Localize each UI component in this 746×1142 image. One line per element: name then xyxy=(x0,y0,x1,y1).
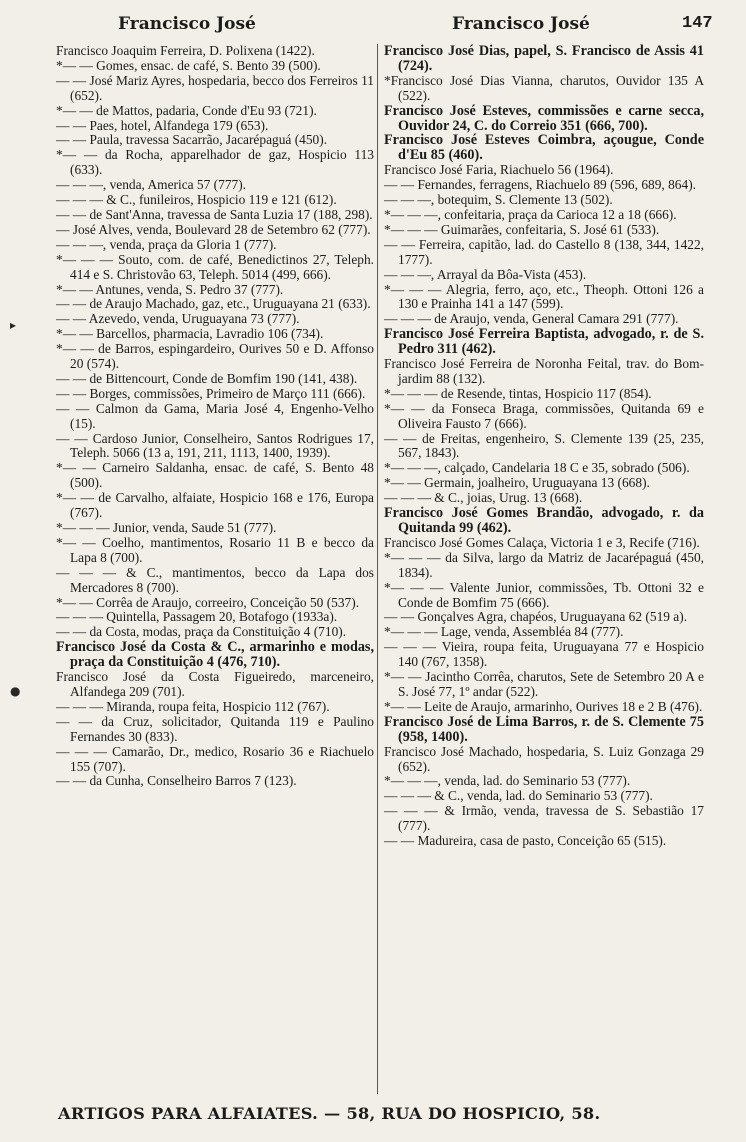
directory-entry: — — da Cunha, Conselheiro Barros 7 (123). xyxy=(56,773,297,789)
header-right-keyword: Francisco José xyxy=(452,14,590,34)
directory-entry: — — — & Irmão, venda, travessa de S. Sebastião 17 (777). xyxy=(384,803,704,834)
directory-entry: *— — — Valente Junior, commissões, Tb. Ottoni 32 e Conde de Bomfim 75 (666). xyxy=(384,579,704,610)
directory-entry: — — Madureira, casa de pasto, Conceição 65 (515). xyxy=(384,833,667,849)
directory-entry: — — Calmon da Gama, Maria José 4, Engenho-Velho (15). xyxy=(56,400,374,431)
directory-entry: — — — & C., joias, Urug. 13 (668). xyxy=(384,490,583,506)
directory-heading-entry: Francisco José de Lima Barros, r. de S. Clemente 75 (958, 1400). xyxy=(384,713,704,745)
directory-entry: *— — de Mattos, padaria, Conde d'Eu 93 (721). xyxy=(56,102,317,118)
directory-entry: — — — Quintella, Passagem 20, Botafogo (1933a). xyxy=(56,609,338,625)
directory-entry: *— — Germain, joalheiro, Uruguayana 13 (668). xyxy=(384,475,650,491)
directory-entry: — José Alves, venda, Boulevard 28 de Setembro 62 (777). xyxy=(56,221,371,237)
directory-entry: *— — —, venda, lad. do Seminario 53 (777). xyxy=(384,773,631,789)
column-divider xyxy=(377,44,378,1094)
directory-entry: *— — —, calçado, Candelaria 18 C e 35, sobrado (506). xyxy=(384,460,690,476)
directory-entry: — — da Cruz, solicitador, Quitanda 119 e Paulino Fernandes 30 (833). xyxy=(56,713,374,744)
page-number: 147 xyxy=(682,14,713,33)
directory-entry: — — —, venda, praça da Gloria 1 (777). xyxy=(56,236,277,252)
running-header xyxy=(0,14,746,38)
margin-mark: ▸ xyxy=(10,318,17,332)
directory-entry: — — Fernandes, ferragens, Riachuelo 89 (596, 689, 864). xyxy=(384,177,696,193)
directory-entry: *— — de Carvalho, alfaiate, Hospicio 168 e 176, Europa (767). xyxy=(56,490,374,521)
directory-heading-entry: Francisco José Esteves Coimbra, açougue, Conde d'Eu 85 (460). xyxy=(384,132,704,164)
directory-entry: *— — Gomes, ensac. de café, S. Bento 39 (500). xyxy=(56,57,321,73)
directory-entry: *— — — da Silva, largo da Matriz de Jacarépaguá (450, 1834). xyxy=(384,549,704,580)
directory-entry: — — — & C., venda, lad. do Seminario 53 (777). xyxy=(384,788,653,804)
directory-entry: *— — Barcellos, pharmacia, Lavradio 106 (734). xyxy=(56,326,324,342)
directory-heading-entry: Francisco José da Costa & C., armarinho e modas, praça da Constituição 4 (476, 710). xyxy=(56,639,374,671)
directory-entry: — — —, venda, America 57 (777). xyxy=(56,177,247,193)
directory-heading-entry: Francisco José Esteves, commissões e carne secca, Ouvidor 24, C. do Correio 351 (666, 700). xyxy=(384,102,704,134)
directory-entry: *— — Antunes, venda, S. Pedro 37 (777). xyxy=(56,281,284,297)
directory-entry: — — Cardoso Junior, Conselheiro, Santos Rodrigues 17, Teleph. 5066 (13 a, 191, 211, 1113, 1400, 1939). xyxy=(56,430,374,461)
directory-entry: — — — Miranda, roupa feita, Hospicio 112 (767). xyxy=(56,698,330,714)
directory-entry: — — de Sant'Anna, travessa de Santa Luzia 17 (188, 298). xyxy=(56,206,373,222)
directory-entry: — — —, Arrayal da Bôa-Vista (453). xyxy=(384,266,587,282)
directory-entry: *— — — Souto, com. de café, Benedictinos 27, Teleph. 414 e S. Christovão 63, Teleph. 5014 (499, 666). xyxy=(56,251,374,282)
directory-entry: — — José Mariz Ayres, hospedaria, becco dos Ferreiros 11 (652). xyxy=(56,72,374,103)
directory-entry: — — —, botequim, S. Clemente 13 (502). xyxy=(384,192,613,208)
directory-entry: *— — — Guimarães, confeitaria, S. José 61 (533). xyxy=(384,221,660,237)
directory-entry: *— — Corrêa de Araujo, correeiro, Conceição 50 (537). xyxy=(56,594,360,610)
directory-entry: — — da Costa, modas, praça da Constituição 4 (710). xyxy=(56,624,347,640)
directory-entry: Francisco José Machado, hospedaria, S. Luiz Gonzaga 29 (652). xyxy=(384,743,704,774)
directory-entry: — — Paula, travessa Sacarrão, Jacarépaguá (450). xyxy=(56,132,328,148)
directory-entry: *— — — Junior, venda, Saude 51 (777). xyxy=(56,520,277,535)
directory-entry: *— — da Rocha, apparelhador de gaz, Hospicio 113 (633). xyxy=(56,147,374,178)
directory-heading-entry: Francisco José Ferreira Baptista, advogado, r. de S. Pedro 311 (462). xyxy=(384,326,704,358)
directory-entry: — — de Bittencourt, Conde de Bomfim 190 (141, 438). xyxy=(56,370,358,386)
directory-entry: — — Azevedo, venda, Uruguayana 73 (777). xyxy=(56,311,300,327)
directory-entry: — — — Camarão, Dr., medico, Rosario 36 e Riachuelo 155 (707). xyxy=(56,743,374,774)
directory-entry: *— — — de Resende, tintas, Hospicio 117 (854). xyxy=(384,385,652,401)
directory-entry: — — Paes, hotel, Alfandega 179 (653). xyxy=(56,117,269,133)
directory-heading-entry: Francisco José Gomes Brandão, advogado, r. da Quitanda 99 (462). xyxy=(384,505,704,536)
directory-entry: *— — da Fonseca Braga, commissões, Quitanda 69 e Oliveira Fausto 7 (666). xyxy=(384,400,704,431)
directory-heading-entry: Francisco José Dias, papel, S. Francisco de Assis 41 (724). xyxy=(384,44,704,74)
directory-entry: — — Ferreira, capitão, lad. do Castello 8 (138, 344, 1422, 1777). xyxy=(384,236,704,267)
directory-entry: Francisco José Gomes Calaça, Victoria 1 e 3, Recife (716). xyxy=(384,534,700,550)
directory-entry: *Francisco José Dias Vianna, charutos, Ouvidor 135 A (522). xyxy=(384,72,704,103)
directory-entry: — — Gonçalves Agra, chapéos, Uruguayana 62 (519 a). xyxy=(384,609,688,625)
margin-mark: ● xyxy=(10,684,21,698)
directory-entry: — — de Freitas, engenheiro, S. Clemente 139 (25, 235, 567, 1843). xyxy=(384,430,704,461)
directory-entry: *— — Jacintho Corrêa, charutos, Sete de Setembro 20 A e S. José 77, 1º andar (522). xyxy=(384,669,704,699)
footer-advertisement: ARTIGOS PARA ALFAIATES. — 58, RUA DO HOSPICIO, 58. xyxy=(58,1104,601,1123)
directory-entry: Francisco José da Costa Figueiredo, marceneiro, Alfandega 209 (701). xyxy=(56,669,374,699)
directory-entry: Francisco José Ferreira de Noronha Feital, trav. do Bom-jardim 88 (132). xyxy=(384,356,704,386)
directory-entry: — — Borges, commissões, Primeiro de Março 111 (666). xyxy=(56,385,366,401)
directory-entry: *— — Carneiro Saldanha, ensac. de café, S. Bento 48 (500). xyxy=(56,460,374,491)
directory-entry: *— — de Barros, espingardeiro, Ourives 50 e D. Affonso 20 (574). xyxy=(56,341,374,372)
directory-entry: — — — de Araujo, venda, General Camara 291 (777). xyxy=(384,311,679,327)
directory-entry: Francisco Joaquim Ferreira, D. Polixena (1422). xyxy=(56,44,315,58)
directory-entry: *— — — Alegria, ferro, aço, etc., Theoph. Ottoni 126 a 130 e Prainha 141 a 147 (599). xyxy=(384,281,704,312)
directory-entry: — — de Araujo Machado, gaz, etc., Uruguayana 21 (633). xyxy=(56,296,371,312)
directory-entry: — — — Vieira, roupa feita, Uruguayana 77 e Hospicio 140 (767, 1358). xyxy=(384,639,704,670)
right-column xyxy=(384,44,704,1094)
directory-entry: *— — —, confeitaria, praça da Carioca 12 a 18 (666). xyxy=(384,206,677,222)
directory-entry: Francisco José Faria, Riachuelo 56 (1964). xyxy=(384,162,614,178)
directory-entry: — — — & C., mantimentos, becco da Lapa dos Mercadores 8 (700). xyxy=(56,564,374,595)
header-left-keyword: Francisco José xyxy=(118,14,256,34)
directory-entry: *— — — Lage, venda, Assembléa 84 (777). xyxy=(384,624,624,640)
directory-entry: — — — & C., funileiros, Hospicio 119 e 121 (612). xyxy=(56,192,337,208)
directory-entry: *— — Coelho, mantimentos, Rosario 11 B e becco da Lapa 8 (700). xyxy=(56,534,374,565)
left-column xyxy=(56,44,374,1094)
directory-entry: *— — Leite de Araujo, armarinho, Ourives 18 e 2 B (476). xyxy=(384,698,703,714)
